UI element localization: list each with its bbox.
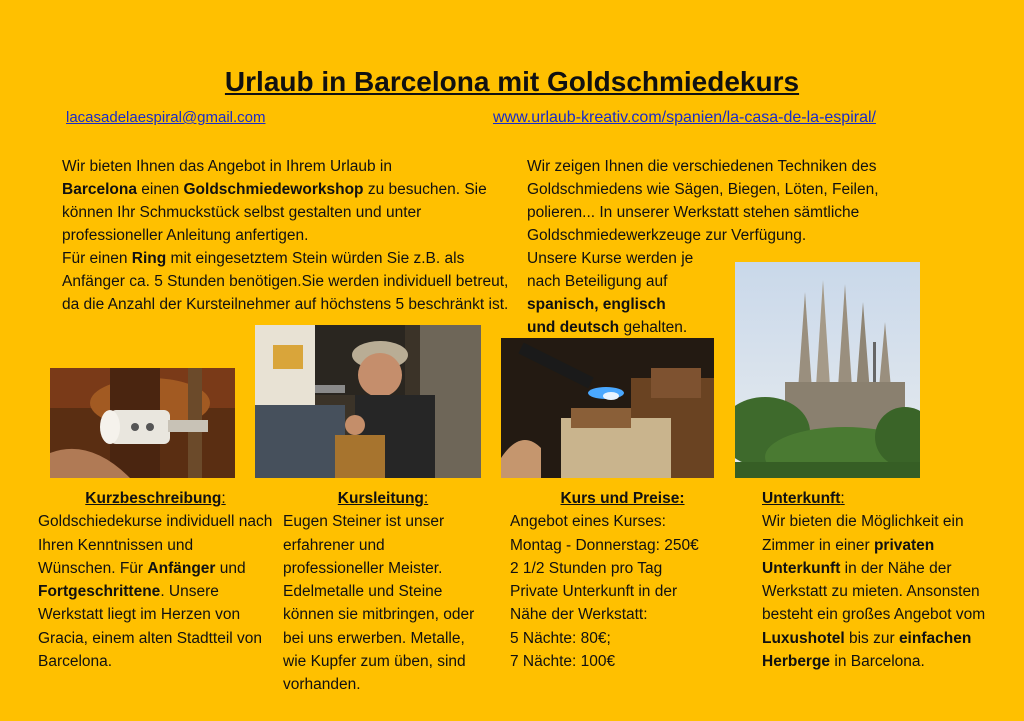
heading-colon: : [423,490,429,507]
price-line: Private Unterkunft in der [510,583,678,601]
intro-right-text: Wir zeigen Ihnen die verschiedenen Techniken des Goldschmiedens wie Sägen, Biegen, Löten, Feilen, polieren... In unserer Werkstatt stehen sämtliche Goldschmiedewerkzeuge zur Verfügung. [527,158,879,244]
heading-colon: : [221,490,226,507]
price-line: Angebot eines Kurses: [510,513,666,531]
short-description-heading: Kurzbeschreibung [85,490,222,507]
languages-text [527,247,727,339]
short-description-text: . Unsere Werkstatt liegt im Herzen von Gracia, einem alten Stadtteil von Barcelona. [38,583,263,671]
highlight-deutsch: und deutsch [527,319,620,336]
workshop-photo [255,325,481,478]
price-line: Nähe der Werkstatt: [510,606,648,624]
highlight-languages: spanisch, englisch [527,296,666,313]
intro-left-text-part: Für einen [62,250,132,267]
highlight-advanced: Fortgeschrittene [38,583,161,601]
soldering-photo [501,338,714,478]
short-description-section [38,487,273,673]
course-prices-heading: Kurs und Preise: [560,490,685,507]
accommodation-heading: Unterkunft [762,490,841,507]
accommodation-text: Wir bieten die Möglichkeit ein Zimmer in einer [762,513,964,554]
highlight-beginner: Anfänger [147,559,216,577]
email-link[interactable]: lacasadelaespiral@gmail.com [66,109,266,126]
accommodation-text: in der Nähe der Werkstatt zu mieten. Ansonsten besteht ein großes Angebot vom [762,559,986,624]
highlight-hostel: einfachen Herberge [762,629,972,671]
intro-left-text [62,155,512,316]
highlight-luxury: Luxushotel [762,629,845,647]
heading-colon: : [840,490,845,507]
course-prices-heading-row [510,487,735,510]
course-leader-heading-row [283,487,483,510]
highlight-workshop: Goldschmiedeworkshop [183,181,364,198]
course-leader-text: Eugen Steiner ist unser erfahrener und professioneller Meister. Edelmetalle und Steine können sie mitbringen, oder bei uns erwerben. Metalle, wie Kupfer zum üben, sind vorhanden. [283,513,475,694]
price-line: 5 Nächte: 80€; [510,629,611,647]
ring-tool-photo [50,368,235,478]
short-description-heading-row [38,487,273,510]
price-line: 7 Nächte: 100€ [510,653,616,671]
short-description-text: und [215,559,246,577]
languages-text-part: gehalten. [619,319,688,336]
price-line: Montag - Donnerstag: 250€ [510,536,699,554]
website-link[interactable]: www.urlaub-kreativ.com/spanien/la-casa-de-la-espiral/ [493,109,876,126]
accommodation-text: in Barcelona. [830,653,925,671]
short-description-text: Goldschiedekurse individuell nach Ihren Kenntnissen und Wünschen. Für [38,513,273,577]
accommodation-section [762,487,997,673]
accommodation-text: bis zur [844,629,899,647]
highlight-ring: Ring [131,250,167,267]
intro-left-line: Wir bieten Ihnen das Angebot in Ihrem Urlaub in [62,158,392,175]
languages-text-part: Unsere Kurse werden je nach Beteiligung auf [527,250,694,290]
price-line: 2 1/2 Stunden pro Tag [510,559,663,577]
course-leader-section [283,487,483,697]
intro-left-text-part: mit eingesetztem Stein würden Sie z.B. als Anfänger ca. 5 Stunden benötigen.Sie werden individuell betreut, da die Anzahl der Kursteilnehmer auf höchstens 5 beschränkt ist. [62,250,509,313]
course-leader-heading: Kursleitung [337,490,424,507]
intro-left-text-part: einen [136,181,184,198]
intro-left-text-part: zu besuchen. Sie können Ihr Schmuckstück selbst gestalten und unter professioneller Anleitung anfertigen. [62,181,487,244]
sagrada-familia-photo [735,262,920,478]
page-title: Urlaub in Barcelona mit Goldschmiedekurs [224,66,800,97]
accommodation-heading-row [762,487,997,510]
highlight-private: privaten Unterkunft [762,536,935,577]
highlight-barcelona: Barcelona [62,181,137,198]
course-prices-section [510,487,735,673]
